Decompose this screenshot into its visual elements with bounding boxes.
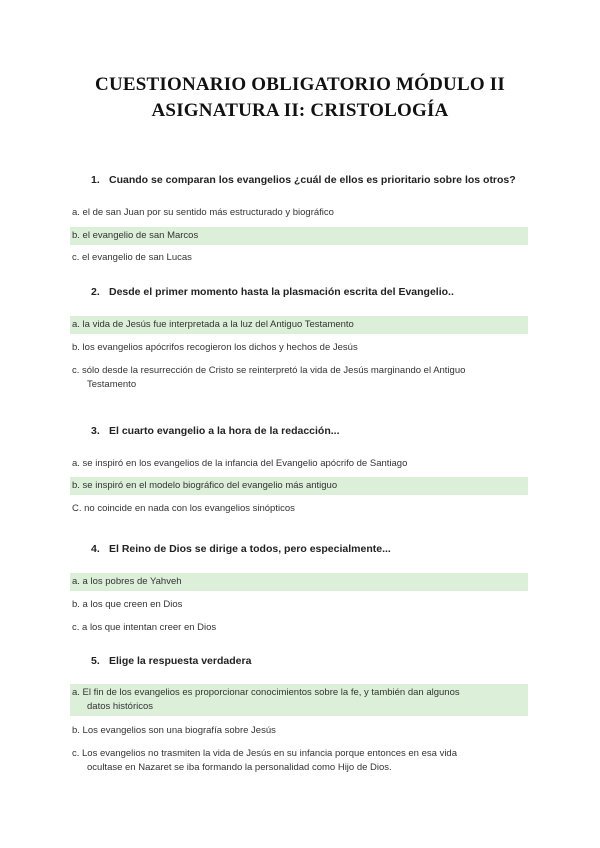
question-3 [91, 425, 571, 437]
option-4a-correct: a. a los pobres de Yahveh [70, 573, 528, 591]
option-2a-correct: a. la vida de Jesús fue interpretada a la luz del Antiguo Testamento [70, 316, 528, 334]
question-text: Desde el primer momento hasta la plasmación escrita del Evangelio.. [109, 286, 454, 298]
option-5a-correct: a. El fin de los evangelios es proporcionar conocimientos sobre la fe, y también dan algunos datos históricos [70, 684, 528, 716]
question-4 [91, 543, 571, 555]
option-4b: b. a los que creen en Dios [72, 599, 183, 610]
question-number: 4. [91, 543, 100, 555]
question-number: 5. [91, 655, 100, 667]
question-number: 3. [91, 425, 100, 437]
option-1b-correct: b. el evangelio de san Marcos [70, 227, 528, 245]
option-3b-correct: b. se inspiró en el modelo biográfico del evangelio más antiguo [70, 477, 528, 495]
title-line-2: ASIGNATURA II: CRISTOLOGÍA [151, 100, 449, 121]
option-2b: b. los evangelios apócrifos recogieron los dichos y hechos de Jesús [72, 342, 358, 353]
question-1 [91, 174, 571, 186]
question-2 [91, 286, 571, 298]
question-number: 2. [91, 286, 100, 298]
option-2c: c. sólo desde la resurrección de Cristo se reinterpretó la vida de Jesús marginando el Antiguo Testamento [72, 365, 466, 390]
option-3a: a. se inspiró en los evangelios de la infancia del Evangelio apócrifo de Santiago [72, 458, 408, 469]
option-3c: C. no coincide en nada con los evangelios sinópticos [72, 503, 295, 514]
question-5 [91, 655, 571, 667]
title-line-1: CUESTIONARIO OBLIGATORIO MÓDULO II [95, 74, 505, 95]
question-text: Cuando se comparan los evangelios ¿cuál de ellos es prioritario sobre los otros? [109, 174, 516, 186]
question-text: El Reino de Dios se dirige a todos, pero especialmente... [109, 543, 391, 555]
option-1c: c. el evangelio de san Lucas [72, 252, 192, 263]
option-5b: b. Los evangelios son una biografía sobre Jesús [72, 725, 276, 736]
question-text: El cuarto evangelio a la hora de la redacción... [109, 425, 340, 437]
option-4c: c. a los que intentan creer en Dios [72, 622, 217, 633]
question-text: Elige la respuesta verdadera [109, 655, 252, 667]
question-number: 1. [91, 174, 100, 186]
document-title [0, 72, 600, 124]
option-1a: a. el de san Juan por su sentido más estructurado y biográfico [72, 207, 334, 218]
option-5c: c. Los evangelios no trasmiten la vida de Jesús en su infancia porque entonces en esa vida ocultase en Nazaret se iba formando la personalidad como Hijo de Dios. [72, 748, 457, 773]
